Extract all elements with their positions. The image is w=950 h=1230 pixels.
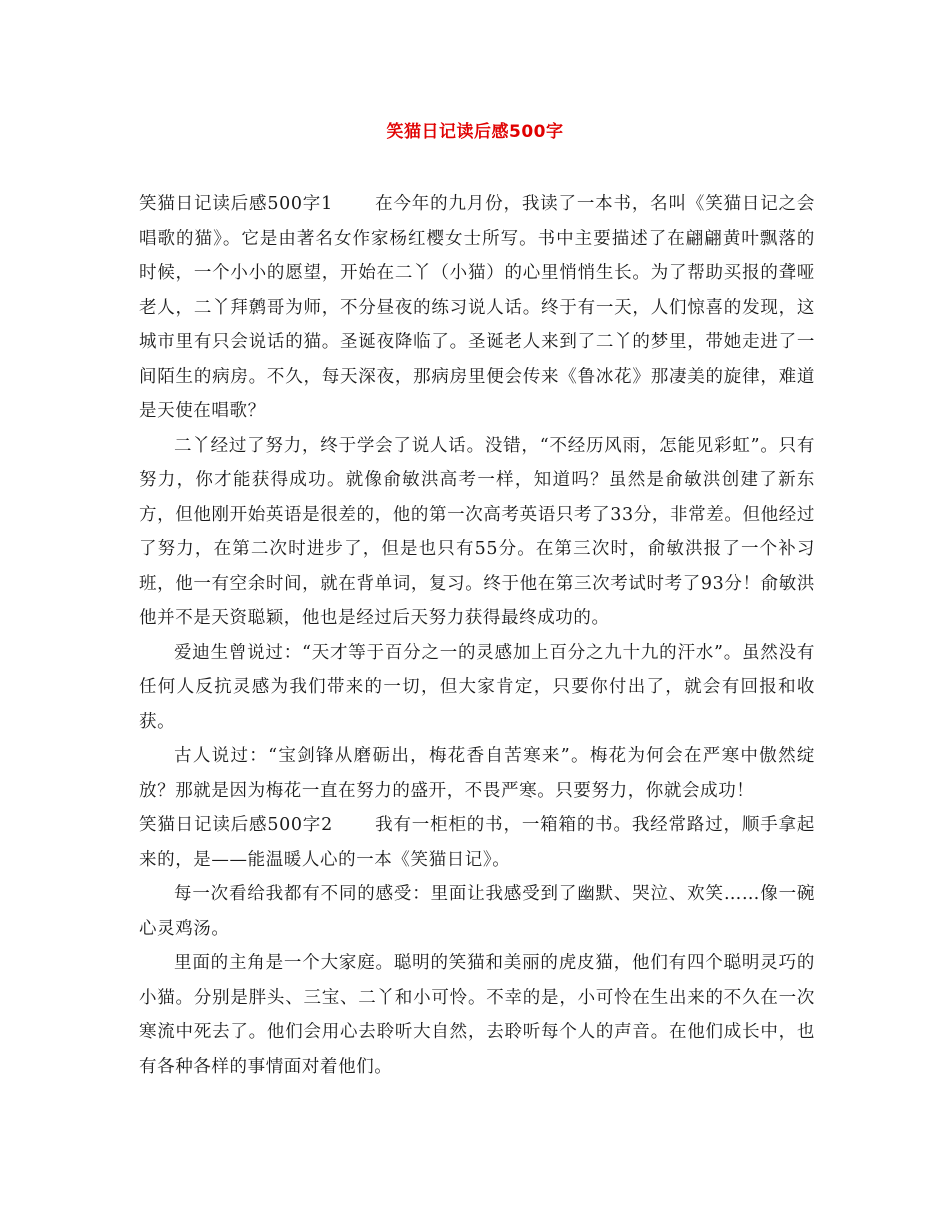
section-2-intro-text: 我有一柜柜的书，一箱箱的书。我经常路过，顺手拿起来的，是——能温暖人心的一本《笑猫日记》。 [139, 815, 815, 870]
section-1-heading: 笑猫日记读后感500字1 [139, 194, 333, 214]
document-body [139, 187, 815, 1084]
document-title: 笑猫日记读后感500字 [386, 122, 564, 142]
section-2-first-paragraph [139, 808, 815, 877]
section-2-paragraph-3: 里面的主角是一个大家庭。聪明的笑猫和美丽的虎皮猫，他们有四个聪明灵巧的小猫。分别是胖头、三宝、二丫和小可怜。不幸的是，小可怜在生出来的不久在一次寒流中死去了。他们会用心去聆听大自然，去聆听每个人的声音。在他们成长中，也有各种各样的事情面对着他们。 [139, 953, 815, 1077]
section-1-first-paragraph [139, 187, 815, 429]
section-1-paragraph-3: 爱迪生曾说过：“天才等于百分之一的灵感加上百分之九十九的汗水”。虽然没有任何人反抗灵感为我们带来的一切，但大家肯定，只要你付出了，就会有回报和收获。 [139, 642, 815, 732]
section-2-paragraph-2: 每一次看给我都有不同的感受：里面让我感受到了幽默、哭泣、欢笑……像一碗心灵鸡汤。 [139, 884, 815, 939]
section-1-intro-text: 在今年的九月份，我读了一本书，名叫《笑猫日记之会唱歌的猫》。它是由著名女作家杨红樱女士所写。书中主要描述了在翩翩黄叶飘落的时候，一个小小的愿望，开始在二丫（小猫）的心里悄悄生长。为了帮助买报的聋哑老人，二丫拜鹩哥为师，不分昼夜的练习说人话。终于有一天，人们惊喜的发现，这城市里有只会说话的猫。圣诞夜降临了。圣诞老人来到了二丫的梦里，带她走进了一间陌生的病房。不久，每天深夜，那病房里便会传来《鲁冰花》那凄美的旋律，难道是天使在唱歌？ [139, 194, 815, 421]
section-1-paragraph-2: 二丫经过了努力，终于学会了说人话。没错，“不经历风雨，怎能见彩虹”。只有努力，你才能获得成功。就像俞敏洪高考一样，知道吗？虽然是俞敏洪创建了新东方，但他刚开始英语是很差的，他的第一次高考英语只考了33分，非常差。但他经过了努力，在第二次时进步了，但是也只有55分。在第三次时，俞敏洪报了一个补习班，他一有空余时间，就在背单词，复习。终于他在第三次考试时考了93分！俞敏洪他并不是天资聪颖，他也是经过后天努力获得最终成功的。 [139, 435, 815, 628]
section-1-paragraph-4: 古人说过：“宝剑锋从磨砺出，梅花香自苦寒来”。梅花为何会在严寒中傲然绽放？那就是因为梅花一直在努力的盛开，不畏严寒。只要努力，你就会成功！ [139, 746, 815, 801]
section-2-heading: 笑猫日记读后感500字2 [139, 815, 333, 835]
